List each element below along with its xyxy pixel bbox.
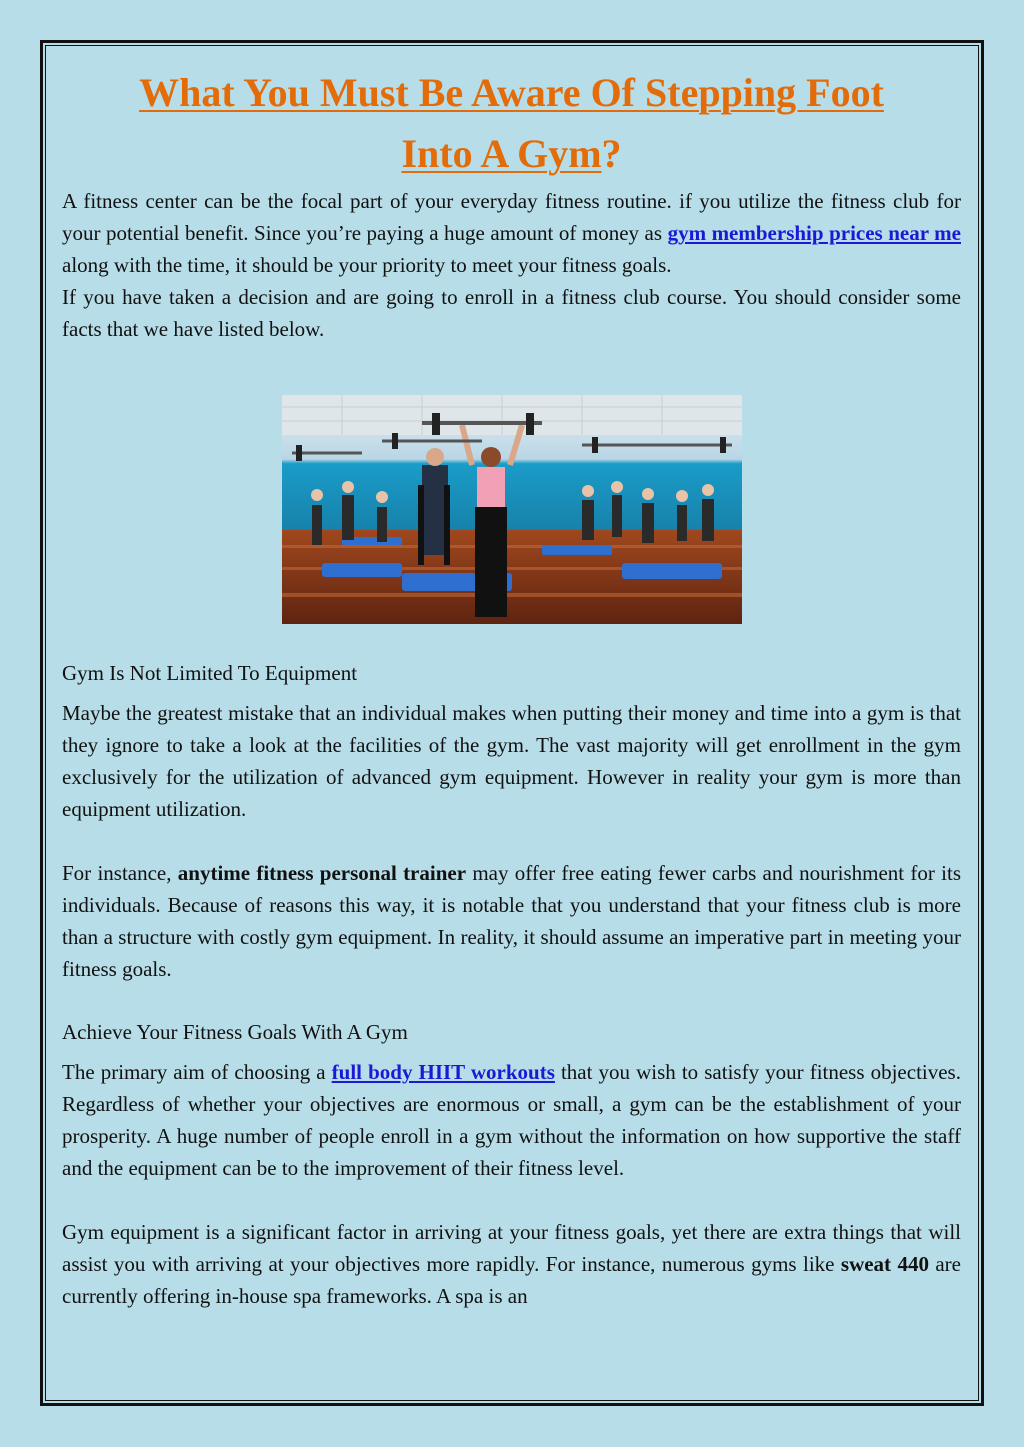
gym-membership-link[interactable]: gym membership prices near me [667,221,961,245]
section2-p2-text-1: Gym equipment is a significant factor in arriving at your fitness goals, yet there are extra things that will assist you with arriving at your objectives more rapidly. For instance, numerous gyms like [62,1220,961,1276]
section1-paragraph-1: Maybe the greatest mistake that an individual makes when putting their money and time into a gym is that they ignore to take a look at the facilities of the gym. The vast majority will get enrollment in the gym exclusively for the utilization of advanced gym equipment. However in reality your gym is more than equipment utilization. [62,701,961,821]
paragraph-spacer [62,1184,961,1216]
section2-paragraph-2 [62,1216,961,1312]
personal-trainer-term: anytime fitness personal trainer [177,861,467,885]
title-link[interactable]: Into A Gym [401,131,602,176]
intro-paragraph-2: If you have taken a decision and are going to enroll in a fitness club course. You should consider some facts that we have listed below. [62,285,961,341]
title-question-mark: ? [601,131,622,176]
hiit-workouts-link[interactable]: full body HIIT workouts [331,1060,555,1084]
intro-text-1: A fitness center can be the focal part of your everyday fitness routine. if you utilize the fitness club for your potential benefit. Since you’re paying a huge amount of money as [62,189,961,245]
section1-p2-text-1: For instance, [62,861,178,885]
section2-p1-text-2: that you wish to satisfy your fitness objectives. Regardless of whether your objectives are enormous or small, a gym can be the establishment of your prosperity. A huge number of people enroll in a gym without the information on how supportive the staff and the equipment can be to the improvement of their fitness level. [62,1060,961,1180]
photo-container [62,395,961,624]
page-title [62,62,961,184]
section-heading-goals: Achieve Your Fitness Goals With A Gym [62,1020,408,1044]
intro-text-2: along with the time, it should be your priority to meet your fitness goals. [62,253,672,277]
gym-class-photo [282,395,742,624]
intro-paragraph-1 [62,185,961,281]
section1-paragraph-2 [62,857,961,985]
section-heading-equipment: Gym Is Not Limited To Equipment [62,661,358,685]
section2-paragraph-1 [62,1056,961,1184]
paragraph-spacer [62,825,961,857]
document-body [62,62,961,1312]
sweat-440-term: sweat 440 [840,1252,929,1276]
title-line-1: What You Must Be Aware Of Stepping Foot [139,70,884,115]
section1-p2-text-2: may offer free eating fewer carbs and nourishment for its individuals. Because of reasons this way, it is notable that you understand that your fitness club is more than a structure with costly gym equipment. In reality, it should assume an imperative part in meeting your fitness goals. [62,861,961,981]
section2-p2-text-2: are currently offering in-house spa frameworks. A spa is an [62,1252,961,1308]
section2-p1-text-1: The primary aim of choosing a [62,1060,332,1084]
